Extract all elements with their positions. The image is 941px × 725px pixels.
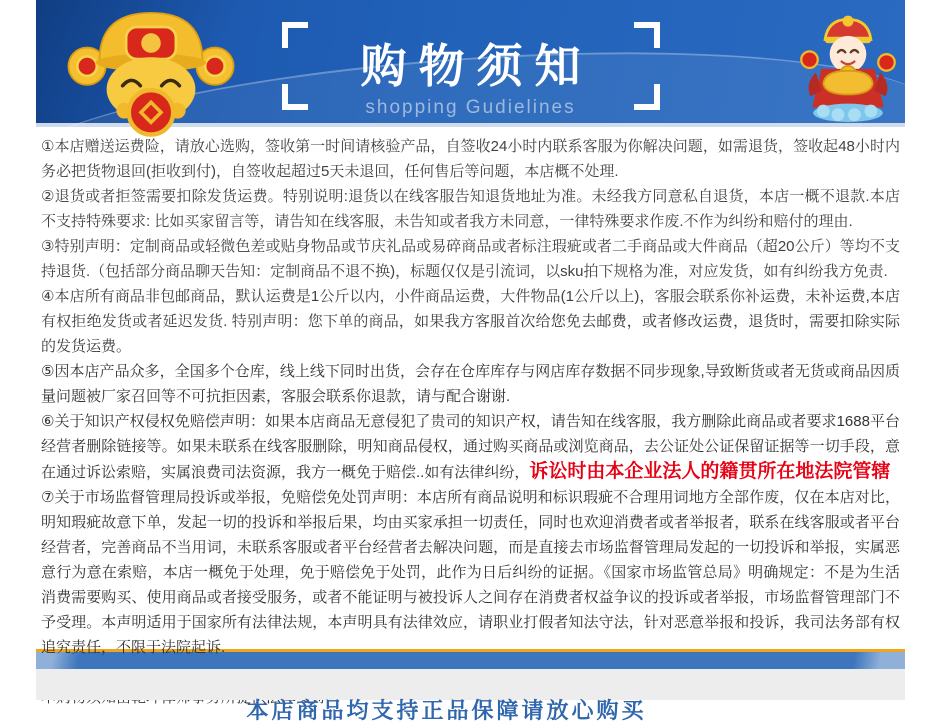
- notice-paragraph-4: ④本店所有商品非包邮商品，默认运费是1公斤以内，小件商品运费，大件物品(1公斤以上)，客服会联系你补运费，未补运费,本店有权拒绝发货或者延迟发货. 特别声明：您下单的商品，如果我方客服首次给您免去邮费，或者修改运费，退货时，需要扣除实际的发货运费。: [41, 288, 900, 355]
- page-title: 购物须知: [360, 40, 593, 92]
- title-frame: [282, 22, 660, 118]
- bracket-top-right: [634, 22, 660, 48]
- notice-paragraph-2: ②退货或者拒签需要扣除发货运费。特别说明:退货以在线客服告知退货地址为准。未经我方同意私自退货，本店一概不退款.本店不支持特殊要求: 比如买家留言等，请告知在线客服，未告知或者我方未同意，一律特殊要求作废.不作为纠纷和赔付的理由.: [41, 188, 900, 230]
- bracket-bottom-right: [634, 84, 660, 110]
- banner: [36, 0, 905, 123]
- next-section-area: [36, 669, 905, 723]
- notice-paragraph-1: ①本店赠送运费险，请放心选购，签收第一时间请核验产品，自签收24小时内联系客服为你解决问题，如需退货，签收起48小时内务必把货物退回(拒收到付)，自签收起超过5天未退回，任何售后等问题，本店概不处理.: [41, 138, 900, 180]
- notice-paragraph-5: ⑤因本店产品众多，全国多个仓库，线上线下同时出货，会存在仓库库存与网店库存数据不同步现象,导致断货或者无货或商品因质量问题被厂家召回等不可抗拒因素，客服会联系你退款，请与配合谢谢.: [41, 363, 900, 405]
- notice-paragraph-7: ⑦关于市场监督管理局投诉或举报，免赔偿免处罚声明：本店所有商品说明和标识瑕疵不合理用词地方全部作废，仅在本店对比，明知瑕疵故意下单，发起一切的投诉和举报后果，均由买家承担一切责任，同时也欢迎消费者或者举报者，联系在线客服或者平台经营者，完善商品不当用词，未联系客服或者平台经营者去解决问题，而是直接去市场监督管理局发起的一切投诉和举报，实属恶意行为意在索赔，本店一概免于处理，免于赔偿免于处罚，此作为日后纠纷的证据。《国家市场监管总局》明确规定：不是为生活消费需要购买、使用商品或者接受服务，或者不能证明与被投诉人之间存在消费者权益争议的投诉或者举报，市场监督管理部门不予受理。本声明适用于国家所有法律法规，本声明具有法律效应，请职业打假者知法守法，针对恶意举报和投诉，我司法务部有权追究责任，不限于法院起诉.: [41, 489, 900, 656]
- notice-paragraph-3: ③特别声明：定制商品或轻微色差或贴身物品或节庆礼品或易碎商品或者标注瑕疵或者二手商品或大件商品（超20公斤）等均不支持退货.（包括部分商品聊天告知：定制商品不退不换)，标题仅仅是引流词，以sku拍下规格为准，对应发货，如有纠纷我方免责.: [41, 238, 900, 280]
- notice-paragraph-6: [41, 409, 900, 485]
- shopping-guidelines-page: [36, 0, 905, 723]
- bracket-bottom-left: [282, 84, 308, 110]
- clipped-next-section-title: 本店商品均支持正品保障请放心购买: [246, 698, 647, 723]
- jurisdiction-highlight-text: 诉讼时由本企业法人的籍贯所在地法院管辖: [529, 461, 891, 482]
- caishen-mascot-left-image: [62, 4, 240, 123]
- caishen-figurine-right-image: [797, 12, 899, 122]
- notice-paragraph-6-text: ⑥关于知识产权侵权免赔偿声明：如果本店商品无意侵犯了贵司的知识产权，请告知在线客服，我方删除此商品或者要求1688平台经营者删除链接等。如果未联系在线客服删除，明知商品侵权，通过购买商品或浏览商品，去公证处公证保留证据等一切手段，意在通过诉讼索赔，实属浪费司法资源，我方一概免于赔偿..如有法律纠纷，: [41, 413, 900, 481]
- page-subtitle: shopping Gudielines: [365, 97, 576, 118]
- bracket-top-left: [282, 22, 308, 48]
